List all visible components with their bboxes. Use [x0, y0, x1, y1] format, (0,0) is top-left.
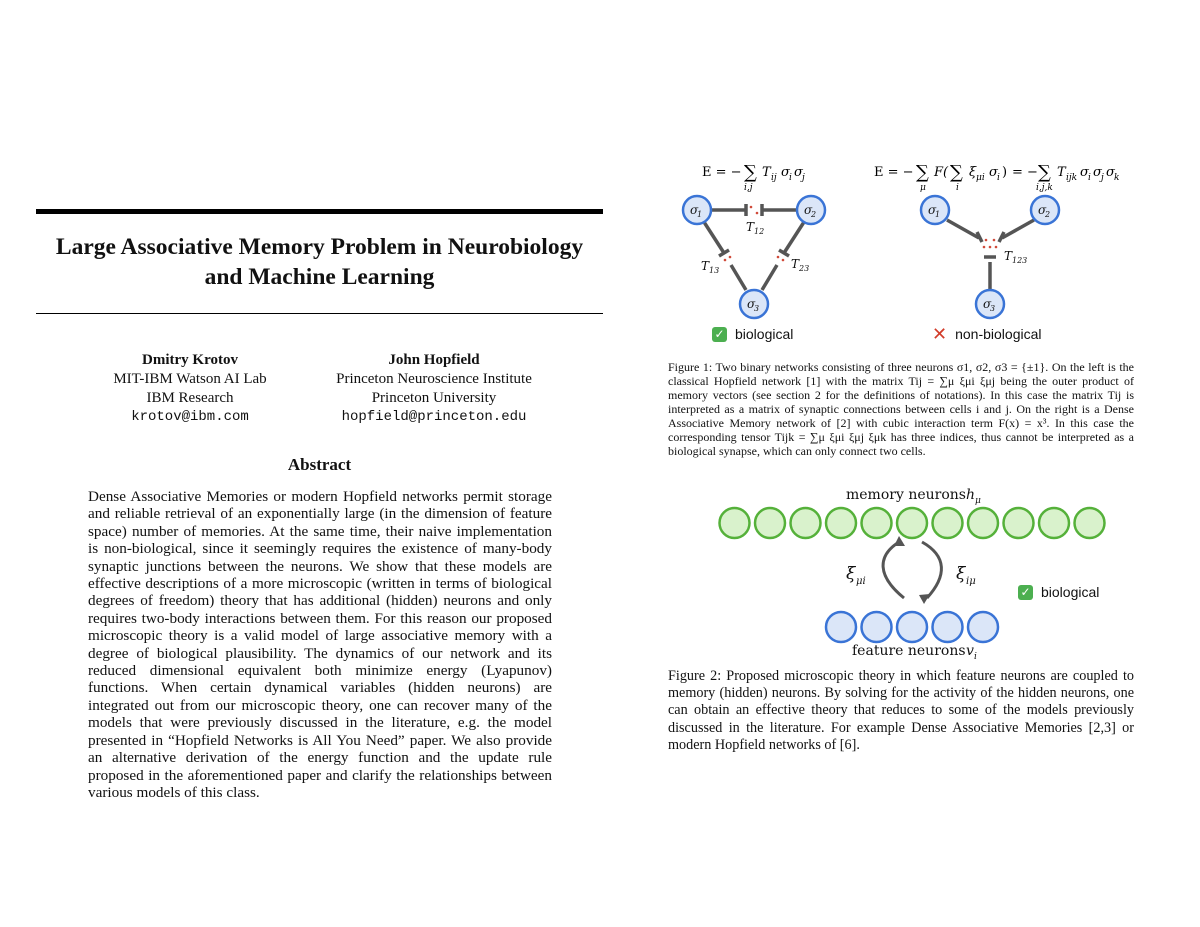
badge-biological-fig2 [1018, 584, 1099, 600]
node-label: σ [928, 203, 937, 217]
memory-neuron [1039, 508, 1069, 538]
synapse-dot [777, 256, 780, 259]
synapse-label-sub: 23 [799, 264, 810, 273]
eq-left-sum: ∑ [744, 162, 757, 183]
check-icon: ✓ [1018, 585, 1033, 600]
memory-neuron [1075, 508, 1105, 538]
badge-label: biological [1041, 584, 1100, 600]
figure-2-arrows [883, 542, 941, 598]
synapse-bar [977, 232, 982, 242]
synapse-dot [983, 246, 986, 249]
author-name: John Hopfield [388, 352, 480, 368]
xi-left: ξ [846, 564, 856, 584]
edge-2-3-a [784, 222, 804, 253]
eq-right-sum-inner-index: i [956, 183, 959, 193]
figure-1-right-synapse-dots [983, 239, 998, 249]
badge-label: non-biological [955, 326, 1042, 342]
figure-1-left-equation [702, 162, 805, 193]
edge-2-hub [1002, 220, 1034, 238]
node-label: σ [1038, 203, 1047, 217]
memory-label: memory neurons [846, 487, 966, 503]
eq-right-sigma: σ [1080, 165, 1089, 180]
badge-label: biological [735, 326, 794, 342]
feature-symbol-sub: i [974, 652, 977, 662]
eq-right-sigma-sub: k [1114, 173, 1120, 183]
synapse-label-sub: 123 [1012, 256, 1028, 265]
memory-neuron [755, 508, 785, 538]
cross-icon: ✕ [932, 323, 948, 344]
eq-left-term-sub: ij [771, 173, 777, 183]
feature-neurons-label [852, 643, 977, 662]
figure-2-diagram [712, 476, 1112, 666]
memory-neuron [720, 508, 750, 538]
synapse-dot [989, 246, 992, 249]
author-affiliation: IBM Research [146, 390, 234, 406]
synapse-label-sub: 12 [754, 227, 765, 236]
memory-neuron [933, 508, 963, 538]
eq-left-sigma: σ [781, 165, 790, 180]
eq-right-sigma: σ [1106, 165, 1115, 180]
node-label: σ [983, 297, 992, 311]
eq-right-sigma: σ [989, 165, 998, 180]
arrowhead-down [919, 594, 930, 604]
eq-right-eq: = − [1012, 165, 1038, 180]
figure-1-left-synapse-labels [701, 220, 809, 275]
eq-right-xi: ξ [969, 165, 977, 180]
synapse-label-sub: 13 [709, 266, 720, 275]
author-email: krotov@ibm.com [131, 409, 249, 425]
synapse-label: T [1004, 249, 1013, 263]
memory-neurons-label [846, 487, 981, 506]
figure-2-caption: Figure 2: Proposed microscopic theory in which feature neurons are coupled to memory (hidden) neurons. By solving for the activity of the hidden neurons, one can obtain an effective theory that reduces to some of the models previously discussed in the literature. For example Dense Associative Memories [2,3] or modern Hopfield networks of [6]. [668, 668, 1134, 753]
eq-right-sigma-sub: i [997, 173, 1000, 183]
synapse-bar [999, 232, 1004, 242]
feature-neuron [897, 612, 927, 642]
memory-neuron [791, 508, 821, 538]
node-label-sub: 3 [754, 304, 760, 313]
eq-right-close: ) [1002, 165, 1008, 180]
eq-right-sum-index: μ [920, 183, 926, 193]
synapse-dot [729, 256, 732, 259]
node-label-sub: 1 [935, 210, 941, 219]
feature-neuron [826, 612, 856, 642]
synapse-label: T [701, 259, 710, 273]
eq-right-T-sub: ijk [1066, 173, 1078, 183]
eq-left-sigma-sub: i [789, 173, 792, 183]
edge-1-3-a [704, 222, 724, 253]
eq-right-sigma-sub: i [1088, 173, 1091, 183]
feature-neuron [862, 612, 892, 642]
eq-right-sigma-sub: j [1101, 173, 1104, 183]
memory-neuron-row [720, 508, 1105, 538]
eq-right-sum-tensor-index: i,j,k [1036, 183, 1053, 193]
synapse-dot [993, 239, 996, 242]
xi-left-sub: μi [856, 576, 866, 587]
eq-right-sum-tensor: ∑ [1038, 162, 1051, 183]
title-rule-bottom [36, 313, 603, 314]
arrow-down [922, 542, 941, 598]
xi-right: ξ [956, 564, 966, 584]
memory-neuron [968, 508, 998, 538]
synapse-label: T [791, 257, 800, 271]
title-rule-top [36, 209, 603, 214]
paper-title: Large Associative Memory Problem in Neurobiology and Machine Learning [55, 234, 584, 290]
arrowhead-up [894, 536, 905, 546]
figure-1-caption: Figure 1: Two binary networks consisting of three neurons σ1, σ2, σ3 = {±1}. On the left is the classical Hopfield network [1] with the matrix Tij = ∑μ ξμi ξμj being the outer product of memory vectors (see section 2 for the definitions of notations). In this case the matrix Tij is interpreted as a matrix of synaptic connections between cells i and j. On the right is a Dense Associative Memory network of [2] with cubic interaction term F(x) = x³. In this case the corresponding tensor Tijk = ∑μ ξμi ξμj ξμk has three indices, thus cannot be interpreted as a biological synapse, which can only connect two cells. [668, 360, 1134, 458]
figure-1-diagram [664, 150, 1144, 350]
badge-biological-fig1 [712, 326, 793, 342]
feature-neuron [968, 612, 998, 642]
author-affiliation: MIT-IBM Watson AI Lab [113, 371, 267, 387]
edge-2-3-b [762, 265, 777, 290]
node-label-sub: 1 [697, 210, 703, 219]
abstract-text: Dense Associative Memories or modern Hopfield networks permit storage and reliable retrieval of an exponentially large (in the dimension of feature space) number of memories. At the same time, their naive implementation is non-biological, since it seemingly requires the existence of many-body synaptic junctions between the neurons. We show that these models are effective descriptions of a more microscopic (written in terms of biological degrees of freedom) theory that has additional (hidden) neurons and only requires two-body interactions between them. For this reason our proposed microscopic theory is a valid model of large associative memory with a degree of biological plausibility. The dynamics of our network and its reduced dimensional equivalent both minimize energy (Lyapunov) functions. When certain dynamical variables (hidden neurons) are integrated out from our microscopic theory, one can recover many of the models that were previously discussed in the literature, e.g. the model presented in “Hopfield Networks is All You Need” paper. We also provide an alternative derivation of the energy function and the update rule proposed in the aforementioned paper and clarify the relationships between various models of this class. [88, 488, 552, 801]
eq-right-T: T [1057, 165, 1066, 180]
memory-symbol: h [966, 487, 976, 503]
eq-left-sum-index: i,j [744, 183, 753, 193]
eq-right-F: F( [934, 165, 949, 180]
figure-2-coupling-labels [846, 564, 976, 587]
feature-neuron-row [826, 612, 998, 642]
synapse-dot [724, 259, 727, 262]
feature-symbol: v [966, 643, 974, 659]
synapse-dot [995, 246, 998, 249]
node-label-sub: 2 [1045, 210, 1051, 219]
memory-neuron [897, 508, 927, 538]
synapse-label: T [746, 220, 755, 234]
figure-1-left-edges [704, 204, 804, 290]
author-affiliation: Princeton Neuroscience Institute [336, 371, 532, 387]
eq-left-sigma: σ [794, 165, 803, 180]
eq-left-lhs: E = − [702, 165, 742, 180]
node-label-sub: 2 [811, 210, 817, 219]
badge-non-biological [932, 323, 1042, 344]
node-label: σ [690, 203, 699, 217]
xi-right-sub: iμ [966, 576, 976, 587]
node-label: σ [804, 203, 813, 217]
memory-neuron [826, 508, 856, 538]
memory-symbol-sub: μ [975, 496, 981, 506]
author-email: hopfield@princeton.edu [341, 409, 527, 425]
eq-left-sigma-sub: j [802, 173, 805, 183]
edge-1-hub [947, 220, 979, 238]
node-label-sub: 3 [990, 304, 996, 313]
synapse-dot [756, 212, 759, 215]
eq-right-lhs: E = − [874, 165, 914, 180]
memory-neuron [862, 508, 892, 538]
arrow-up [883, 542, 904, 598]
figure-1-right-equation [874, 162, 1119, 193]
eq-right-sum-inner: ∑ [950, 162, 963, 183]
synapse-dot [782, 259, 785, 262]
author-affiliation: Princeton University [371, 390, 497, 406]
memory-neuron [1004, 508, 1034, 538]
check-icon: ✓ [712, 327, 727, 342]
feature-label: feature neurons [852, 643, 966, 659]
node-label: σ [747, 297, 756, 311]
author-name: Dmitry Krotov [142, 352, 238, 368]
synapse-dot [750, 206, 753, 209]
edge-1-3-b [731, 265, 746, 290]
synapse-dot [985, 239, 988, 242]
author-block-2 [284, 351, 584, 427]
eq-left-term: T [762, 165, 771, 180]
eq-right-xi-sub: μi [976, 173, 985, 183]
abstract-heading: Abstract [287, 455, 352, 474]
eq-right-sum: ∑ [916, 162, 929, 183]
eq-right-sigma: σ [1093, 165, 1102, 180]
feature-neuron [933, 612, 963, 642]
figure-1-right-edges [947, 220, 1034, 290]
